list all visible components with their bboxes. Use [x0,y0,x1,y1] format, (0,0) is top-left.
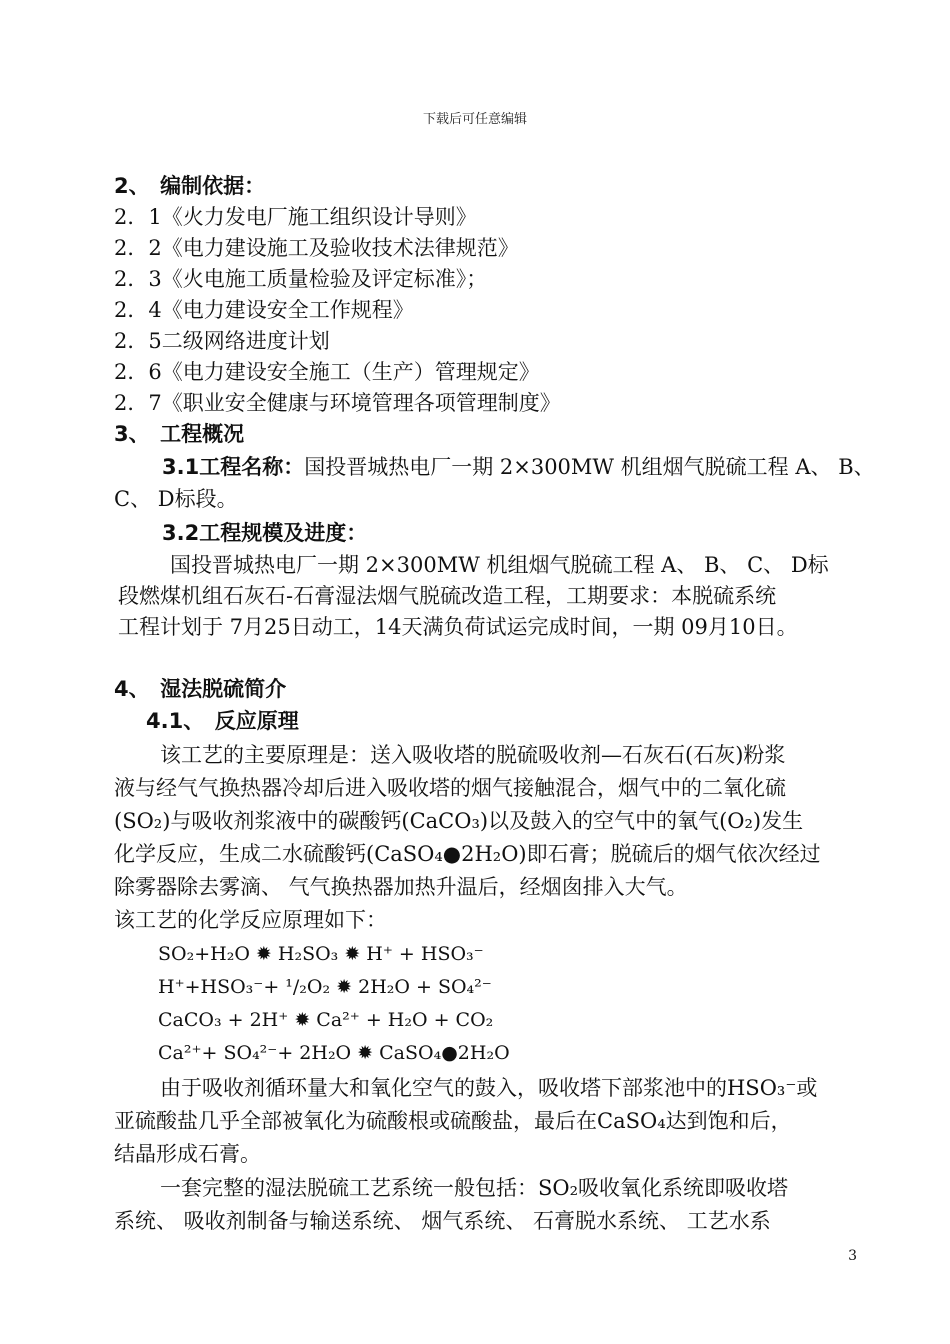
equation: CaCO₃ + 2H⁺ ✹ Ca²⁺ + H₂O + CO₂ [158,1009,494,1031]
project-name-cont: C、 D标段。 [114,487,238,511]
reference-item: 2．2《电力建设施工及验收技术法律规范》 [114,236,519,260]
equation: Ca²⁺+ SO₄²⁻+ 2H₂O ✹ CaSO₄●2H₂O [158,1042,510,1064]
reference-item: 2．1《火力发电厂施工组织设计导则》 [114,205,477,229]
section-3-title: 3、 工程概况 [114,422,245,446]
paragraph-line: 一套完整的湿法脱硫工艺系统一般包括：SO₂吸收氧化系统即吸收塔 [160,1176,789,1200]
equation: H⁺+HSO₃⁻+ ¹/₂O₂ ✹ 2H₂O + SO₄²⁻ [158,976,492,998]
paragraph-line: 液与经气气换热器冷却后进入吸收塔的烟气接触混合，烟气中的二氧化硫 [114,776,786,800]
equation: SO₂+H₂O ✹ H₂SO₃ ✹ H⁺ + HSO₃⁻ [158,943,484,965]
paragraph-line: 化学反应，生成二水硫酸钙(CaSO₄●2H₂O)即石膏；脱硫后的烟气依次经过 [114,842,821,866]
paragraph-line: 系统、 吸收剂制备与输送系统、 烟气系统、 石膏脱水系统、 工艺水系 [114,1209,771,1233]
reaction-intro: 该工艺的化学反应原理如下： [114,908,387,932]
reference-item: 2．3《火电施工质量检验及评定标准》； [114,267,488,291]
section-4-title: 4、 湿法脱硫简介 [114,677,287,701]
paragraph-line: 由于吸收剂循环量大和氧化空气的鼓入，吸收塔下部浆池中的HSO₃⁻或 [160,1076,818,1100]
project-name-label: 3.1工程名称： [162,455,305,479]
project-scale-label: 3.2工程规模及进度： [162,521,368,545]
project-name-line [162,453,875,481]
subsection-4-1-title: 4.1、 反应原理 [146,709,299,733]
project-scale-line: 段燃煤机组石灰石-石膏湿法烟气脱硫改造工程，工期要求：本脱硫系统 [118,584,777,608]
page-number: 3 [848,1248,857,1264]
reference-item: 2．5二级网络进度计划 [114,329,330,353]
paragraph-line: 除雾器除去雾滴、 气气换热器加热升温后，经烟囱排入大气。 [114,875,688,899]
project-scale-line: 国投晋城热电厂一期 2×300MW 机组烟气脱硫工程 A、 B、 C、 D标 [170,553,829,577]
reference-item: 2．4《电力建设安全工作规程》 [114,298,414,322]
project-scale-line: 工程计划于 7月25日动工，14天满负荷试运完成时间，一期 09月10日。 [118,615,798,639]
page-header: 下载后可任意编辑 [422,112,527,127]
project-name-text: 国投晋城热电厂一期 2×300MW 机组烟气脱硫工程 A、 B、 [304,455,875,479]
reference-item: 2．6《电力建设安全施工（生产）管理规定》 [114,360,540,384]
paragraph-line: 结晶形成石膏。 [114,1142,261,1166]
paragraph-line: (SO₂)与吸收剂浆液中的碳酸钙(CaCO₃)以及鼓入的空气中的氧气(O₂)发生 [114,809,804,833]
paragraph-line: 该工艺的主要原理是：送入吸收塔的脱硫吸收剂—石灰石(石灰)粉浆 [160,743,786,767]
section-2-title: 2、 编制依据： [114,174,266,198]
paragraph-line: 亚硫酸盐几乎全部被氧化为硫酸根或硫酸盐，最后在CaSO₄达到饱和后， [114,1109,792,1133]
reference-item: 2．7《职业安全健康与环境管理各项管理制度》 [114,391,561,415]
